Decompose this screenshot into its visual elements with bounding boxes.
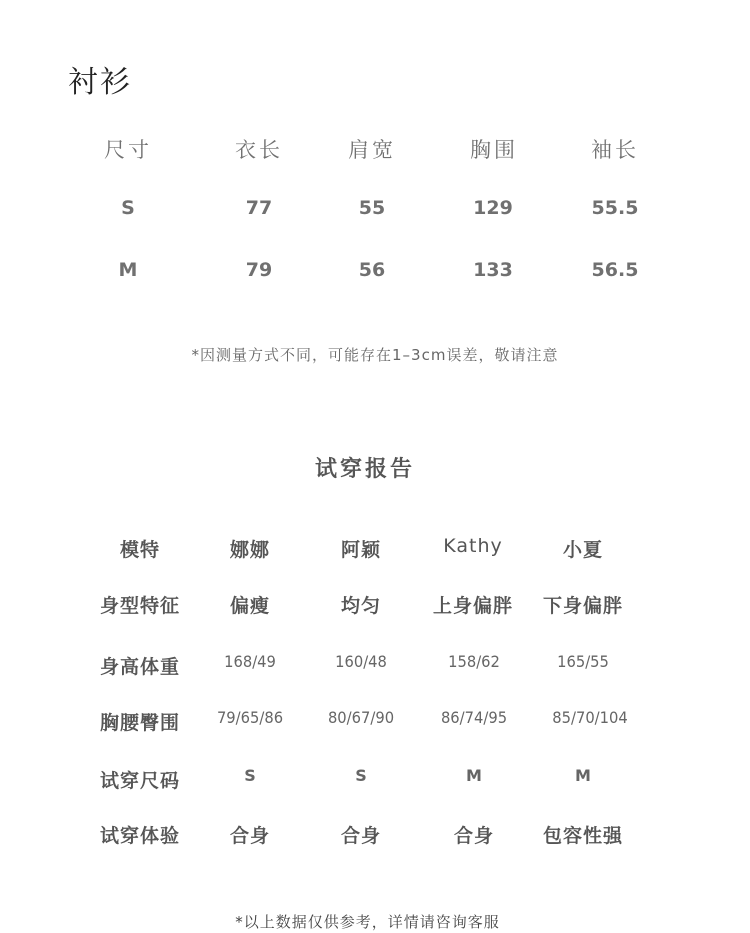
fit-model-xiaoxia: 小夏 <box>562 539 604 561</box>
size-row-s-sleeve: 55.5 <box>591 197 639 219</box>
fit-size-nana: S <box>244 766 256 785</box>
size-row-m-shoulder: 56 <box>358 259 386 281</box>
fit-measurements-xiaoxia: 85/70/104 <box>552 708 628 727</box>
fit-experience-kathy: 合身 <box>453 825 495 847</box>
size-row-m-size: M <box>118 259 138 281</box>
fit-experience-aying: 合身 <box>340 825 382 847</box>
fit-body-type-aying: 均匀 <box>340 595 382 617</box>
fit-measurements-aying: 80/67/90 <box>327 708 395 727</box>
fit-measurements-kathy: 86/74/95 <box>440 708 508 727</box>
size-row-m-chest: 133 <box>473 259 513 281</box>
fit-model-aying: 阿颖 <box>340 539 382 561</box>
size-header-size: 尺寸 <box>104 138 152 162</box>
fit-body-type-kathy: 上身偏胖 <box>432 595 514 617</box>
fit-size-aying: S <box>355 766 367 785</box>
fit-height-weight-nana: 168/49 <box>224 652 276 671</box>
fit-size-kathy: M <box>466 766 482 785</box>
fit-body-type-nana: 偏瘦 <box>229 595 271 617</box>
fit-label-height-weight: 身高体重 <box>99 656 181 678</box>
fit-height-weight-xiaoxia: 165/55 <box>557 652 609 671</box>
size-row-s-shoulder: 55 <box>358 197 386 219</box>
fit-experience-xiaoxia: 包容性强 <box>542 825 624 847</box>
fit-label-measurements: 胸腰臀围 <box>99 712 181 734</box>
fit-body-type-xiaoxia: 下身偏胖 <box>542 595 624 617</box>
fit-size-xiaoxia: M <box>575 766 591 785</box>
fit-label-model: 模特 <box>119 539 161 561</box>
size-header-length: 衣长 <box>235 138 283 162</box>
fit-model-kathy: Kathy <box>443 535 503 557</box>
size-row-m-length: 79 <box>245 259 273 281</box>
fit-experience-nana: 合身 <box>229 825 271 847</box>
fit-measurements-nana: 79/65/86 <box>216 708 284 727</box>
fit-report-title: 试穿报告 <box>314 457 415 482</box>
size-row-s-chest: 129 <box>473 197 513 219</box>
size-measurement-note: *因测量方式不同，可能存在1–3cm误差，敬请注意 <box>191 346 559 364</box>
size-row-m-sleeve: 56.5 <box>591 259 639 281</box>
size-header-sleeve: 袖长 <box>591 138 639 162</box>
size-header-chest: 胸围 <box>470 138 518 162</box>
size-header-shoulder: 肩宽 <box>348 138 396 162</box>
fit-label-size-tried: 试穿尺码 <box>99 770 181 792</box>
size-row-s-length: 77 <box>245 197 273 219</box>
fit-label-body-type: 身型特征 <box>99 595 181 617</box>
size-row-s-size: S <box>121 197 135 219</box>
garment-title: 衬衫 <box>68 65 132 100</box>
fit-label-experience: 试穿体验 <box>99 825 181 847</box>
fit-model-nana: 娜娜 <box>229 539 271 561</box>
fit-height-weight-kathy: 158/62 <box>448 652 500 671</box>
fit-report-footer-note: *以上数据仅供参考，详情请咨询客服 <box>235 913 500 931</box>
fit-height-weight-aying: 160/48 <box>335 652 387 671</box>
